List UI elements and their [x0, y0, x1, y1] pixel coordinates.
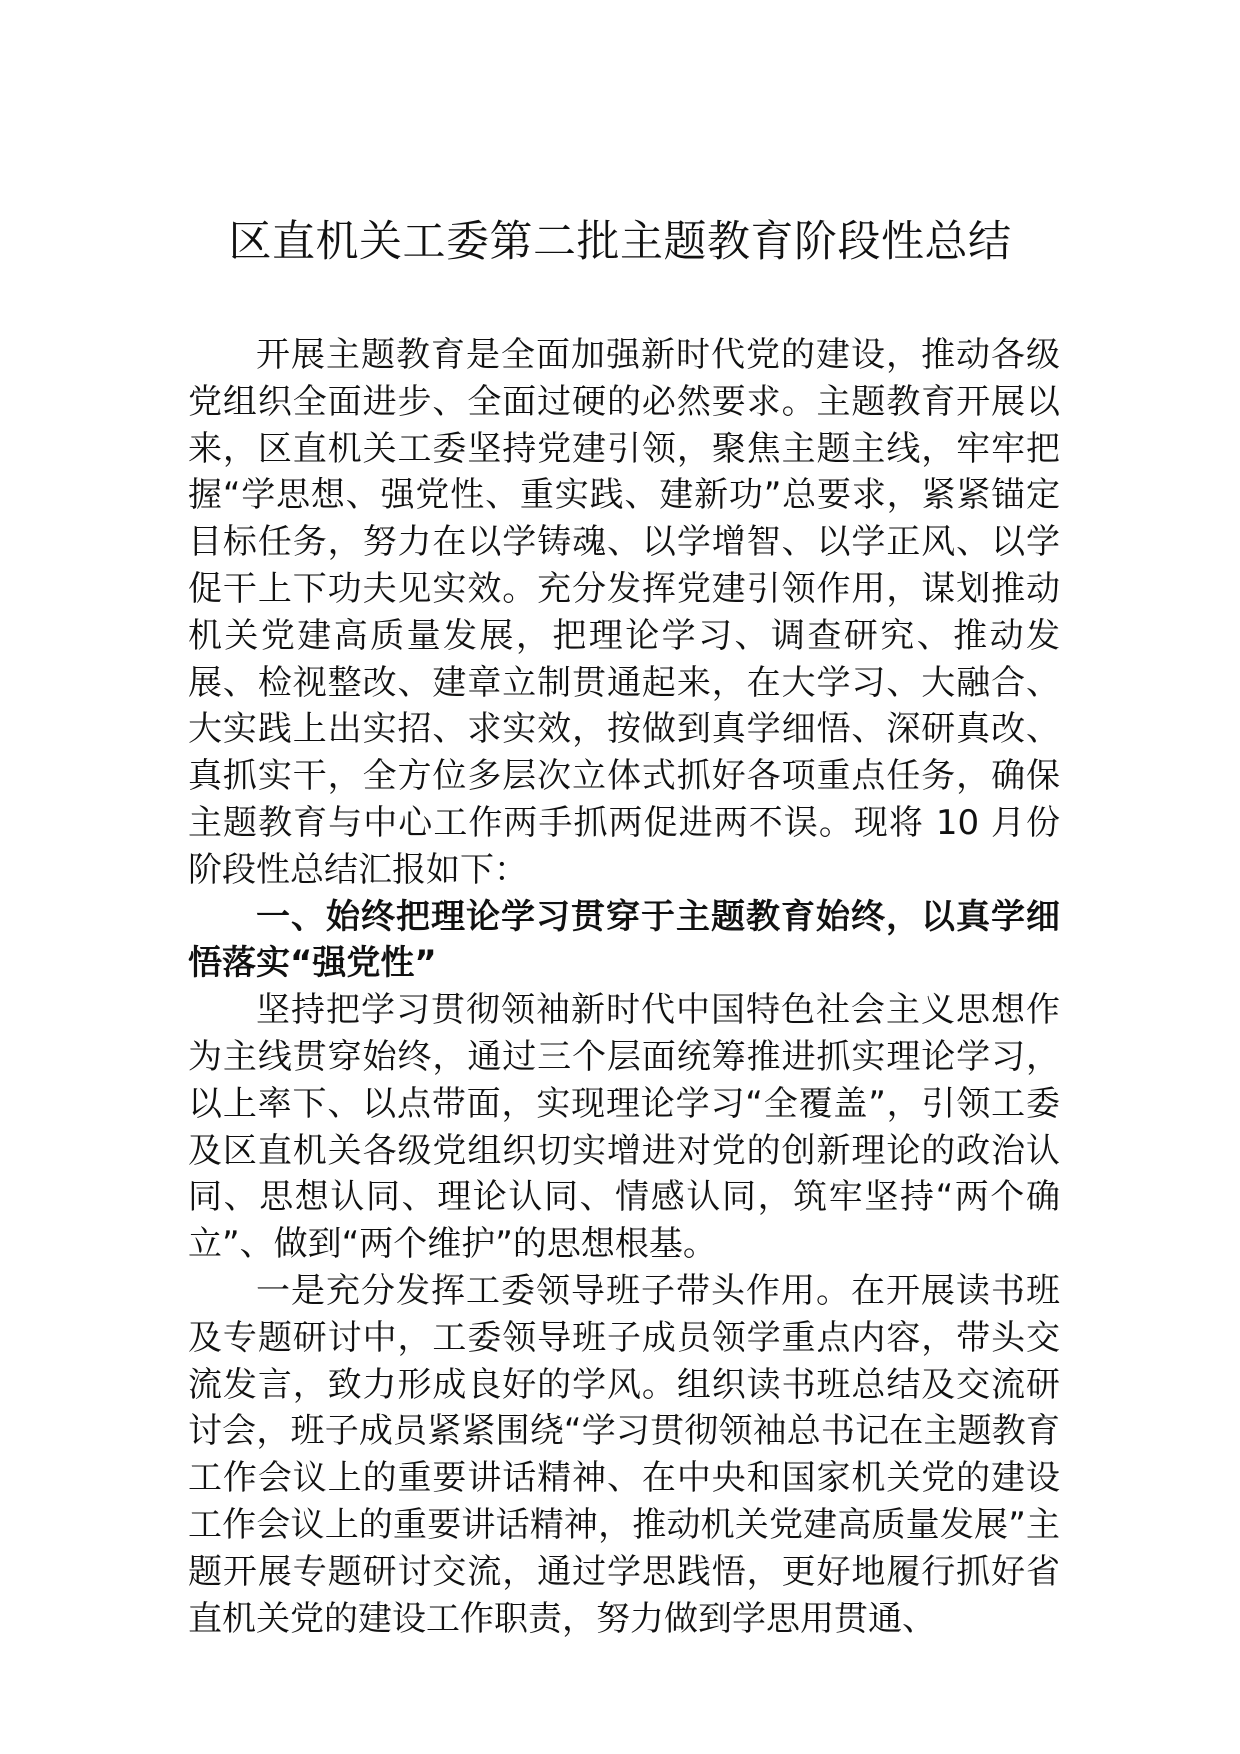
document-body [188, 332, 1060, 1642]
body-paragraph: 一是充分发挥工委领导班子带头作用。在开展读书班及专题研讨中，工委领导班子成员领学重点内容，带头交流发言，致力形成良好的学风。组织读书班总结及交流研讨会，班子成员紧紧围绕“学习贯彻领袖总书记在主题教育工作会议上的重要讲话精神、在中央和国家机关党的建设工作会议上的重要讲话精神，推动机关党建高质量发展”主题开展专题研讨交流，通过学思践悟，更好地履行抓好省直机关党的建设工作职责，努力做到学思用贯通、 [188, 1270, 1060, 1639]
body-paragraph: 坚持把学习贯彻领袖新时代中国特色社会主义思想作为主线贯穿始终，通过三个层面统筹推进抓实理论学习，以上率下、以点带面，实现理论学习“全覆盖”，引领工委及区直机关各级党组织切实增进对党的创新理论的政治认同、思想认同、理论认同、情感认同，筑牢坚持“两个确立”、做到“两个维护”的思想根基。 [188, 990, 1060, 1265]
intro-paragraph: 开展主题教育是全面加强新时代党的建设，推动各级党组织全面进步、全面过硬的必然要求。主题教育开展以来，区直机关工委坚持党建引领，聚焦主题主线，牢牢把握“学思想、强党性、重实践、建新功”总要求，紧紧锚定目标任务，努力在以学铸魂、以学增智、以学正风、以学促干上下功夫见实效。充分发挥党建引领作用，谋划推动机关党建高质量发展，把理论学习、调查研究、推动发展、检视整改、建章立制贯通起来，在大学习、大融合、大实践上出实招、求实效，按做到真学细悟、深研真改、真抓实干，全方位多层次立体式抓好各项重点任务，确保主题教育与中心工作两手抓两促进两不误。现将 10 月份阶段性总结汇报如下： [188, 335, 1060, 890]
section-heading: 一、始终把理论学习贯穿于主题教育始终，以真学细悟落实“强党性” [188, 896, 1060, 984]
document-title: 区直机关工委第二批主题教育阶段性总结 [228, 217, 1012, 267]
